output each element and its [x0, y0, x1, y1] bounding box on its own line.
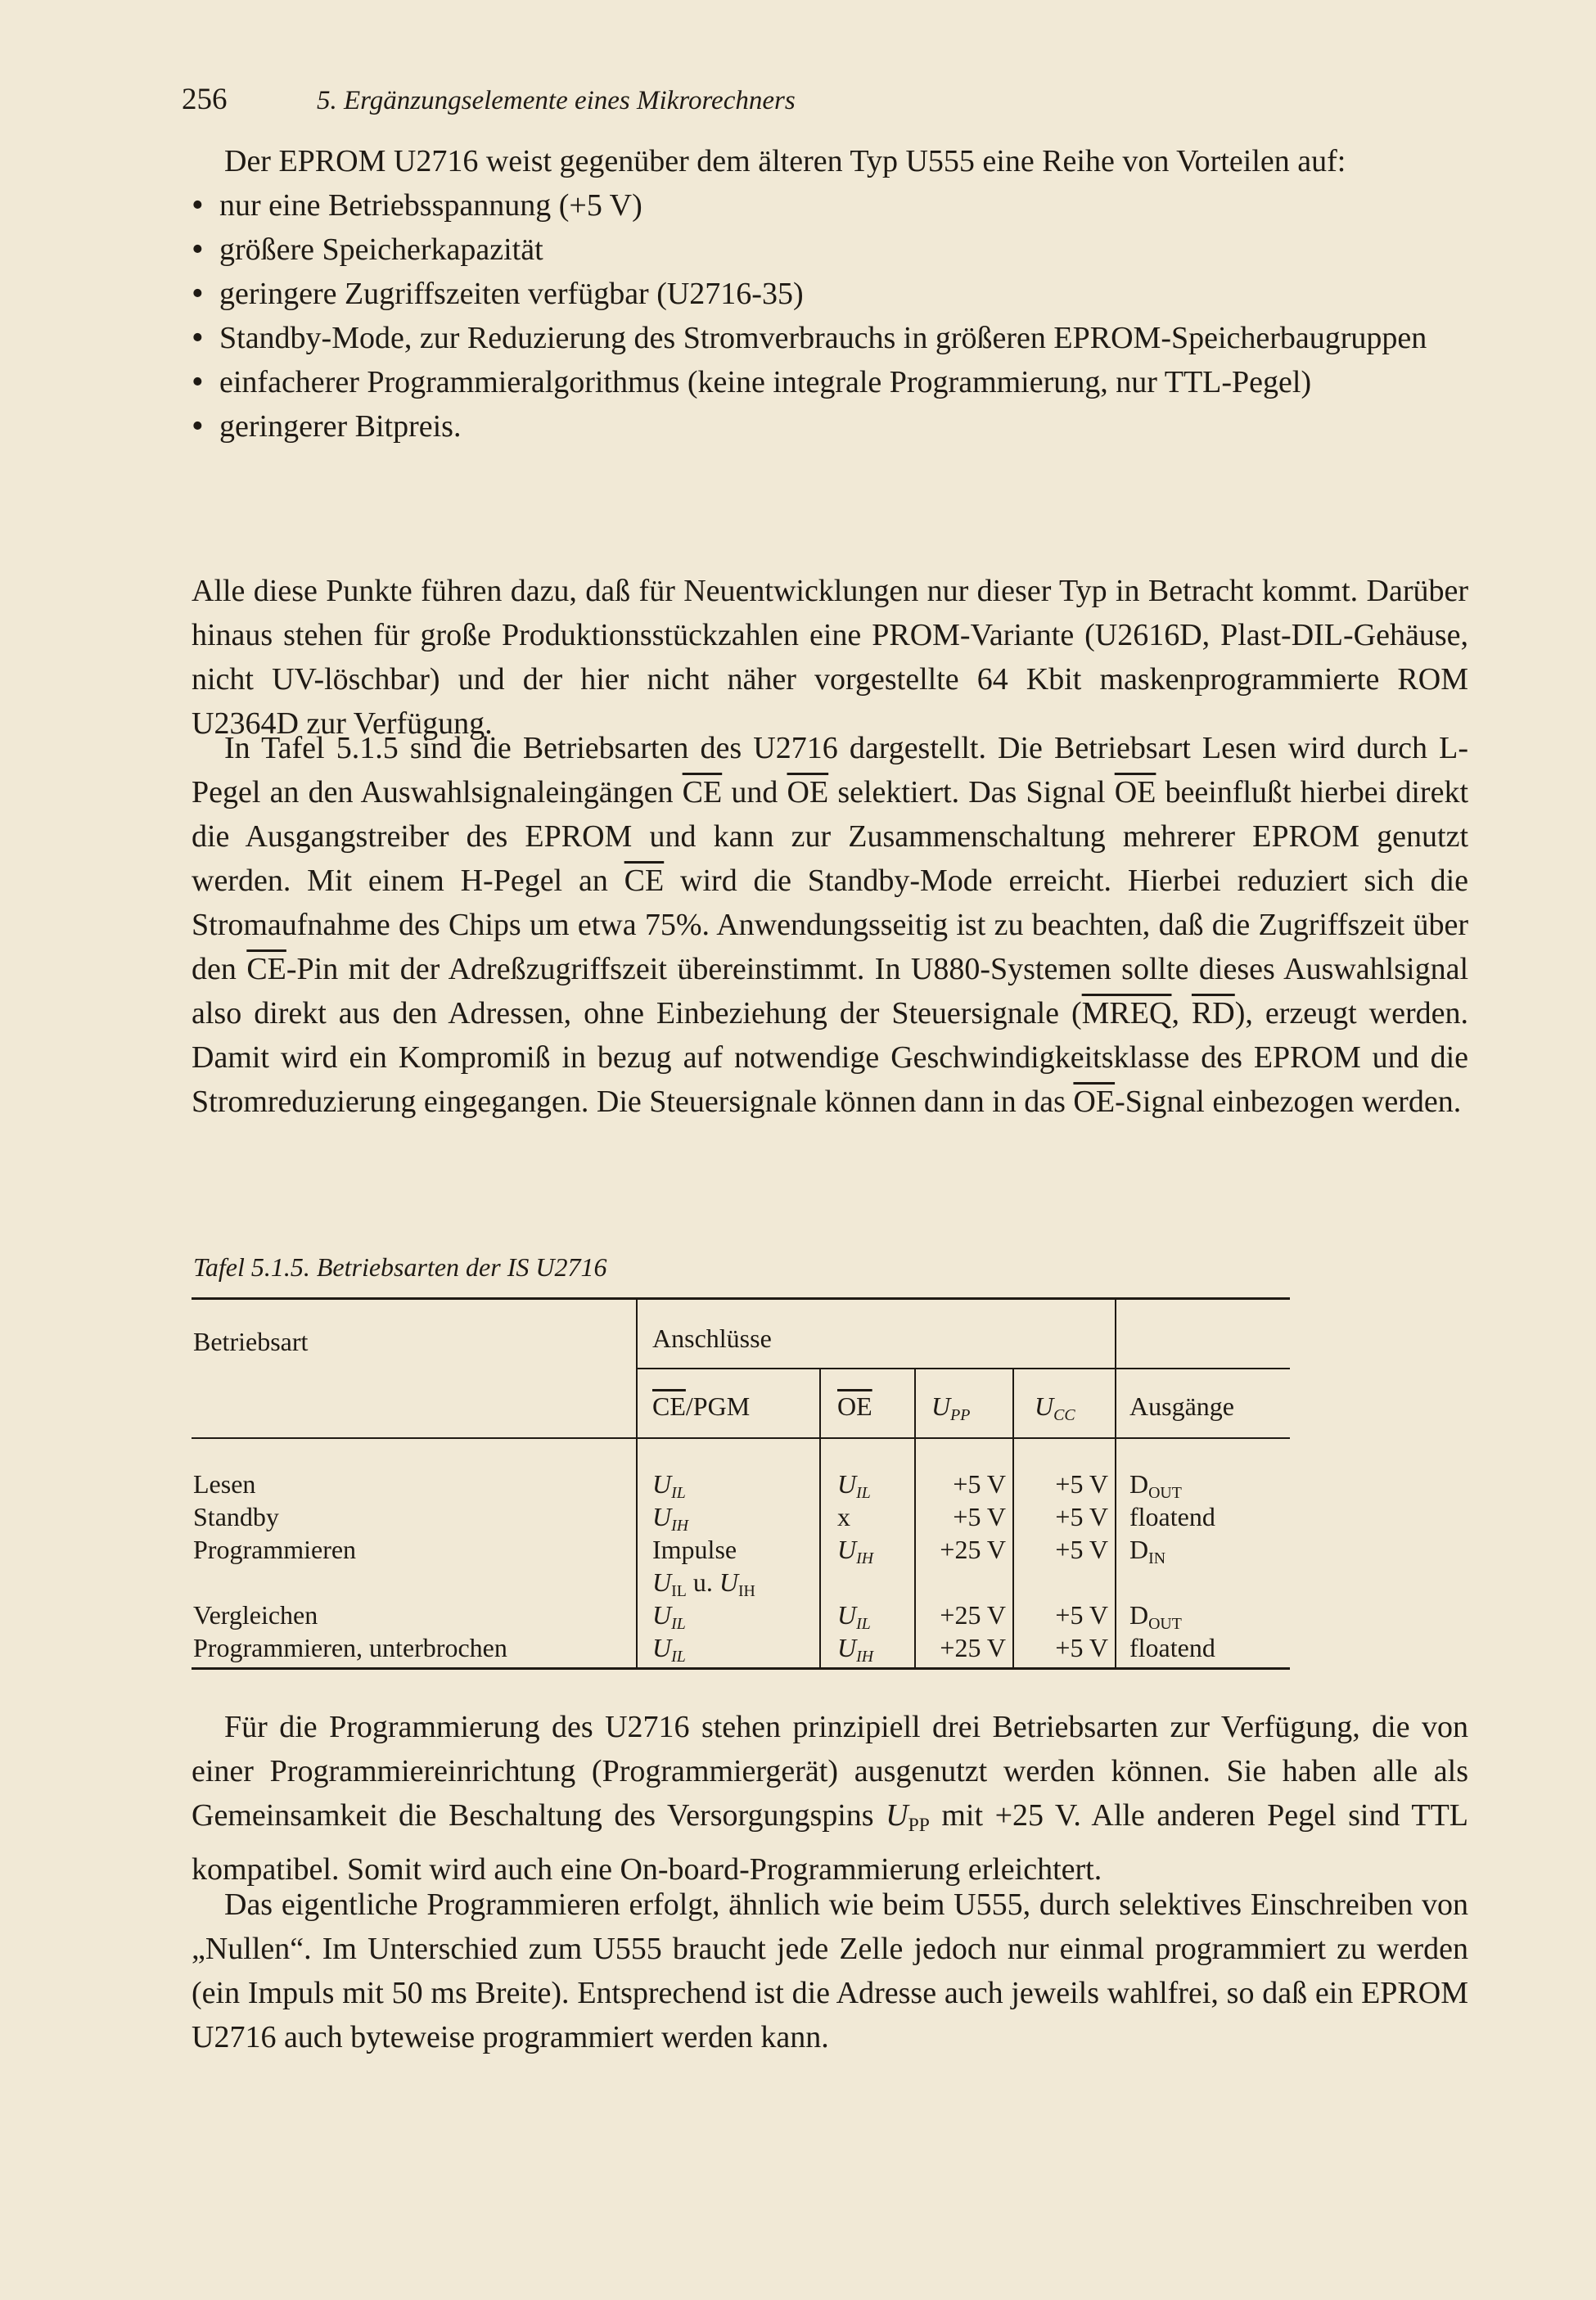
- intro-paragraph: Der EPROM U2716 weist gegenüber dem älteren Typ U555 eine Reihe von Vorteilen auf:: [224, 144, 1346, 178]
- oe-cell: x: [837, 1502, 850, 1531]
- page-header: [182, 82, 796, 117]
- text-run: ,: [1171, 996, 1192, 1030]
- list-item: • geringerer Bitpreis.: [192, 404, 1468, 449]
- running-title: 5. Ergänzungselemente eines Mikrorechners: [317, 86, 796, 115]
- list-item: • Standby-Mode, zur Reduzierung des Stromverbrauchs in größeren EPROM-Speicherbaugruppen: [192, 316, 1468, 360]
- ce-cell: $U_{IH}$: [652, 1502, 689, 1535]
- header-ausgaenge: Ausgänge: [1129, 1391, 1234, 1421]
- ucc-cell: +5 V: [1055, 1502, 1108, 1531]
- ucc-cell: +5 V: [1055, 1469, 1108, 1499]
- ce-cell: $U_{IL}$ u. $U_{IH}$: [652, 1567, 755, 1600]
- mode-cell: Lesen: [193, 1469, 256, 1499]
- header-divider: [636, 1368, 1290, 1369]
- mode-cell: Vergleichen: [193, 1600, 318, 1630]
- bottom-rule: [192, 1667, 1290, 1670]
- symbol-subscript: PP: [908, 1815, 930, 1837]
- signal-oe: $\overline{OE}$: [1073, 1085, 1116, 1119]
- list-item: • einfacherer Programmieralgorithmus (keine integrale Programmierung, nur TTL-Pegel): [192, 360, 1468, 404]
- advantages-list: [192, 183, 1468, 449]
- ce-cell: $U_{IL}$: [652, 1600, 686, 1633]
- output-cell: $D_{OUT}$: [1129, 1469, 1182, 1502]
- oe-cell: $U_{IH}$: [837, 1633, 874, 1666]
- text-run: selektiert. Das Signal: [828, 775, 1115, 810]
- mode-cell: Standby: [193, 1502, 279, 1531]
- oe-cell: $U_{IL}$: [837, 1600, 871, 1633]
- column-line: [1115, 1297, 1116, 1667]
- ce-cell: $U_{IL}$: [652, 1633, 686, 1666]
- ce-cell: $U_{IL}$: [652, 1469, 686, 1502]
- text-run: -Pin mit der Adreßzugriffszeit übereinstimmt. In U880-Systemen sollte dieses Auswahlsignal also direkt aus den Adressen, ohne Einbeziehung der Steuersignale (: [192, 952, 1469, 1030]
- ucc-cell: +5 V: [1055, 1600, 1108, 1630]
- upp-cell: +25 V: [940, 1633, 1006, 1662]
- output-cell: $D_{IN}$: [1129, 1535, 1166, 1567]
- text-run: In Tafel 5.1.5 sind die Betriebsarten des U2716 dargestellt. Die Betriebsart Lesen wird durch L-Pegel an den Auswahlsignaleingängen: [192, 731, 1468, 810]
- symbol-u: U: [886, 1798, 908, 1833]
- text-run: -Signal einbezogen werden.: [1115, 1085, 1462, 1119]
- mode-cell: Programmieren, unterbrochen: [193, 1633, 507, 1662]
- paragraph-3: [192, 726, 1468, 1124]
- paragraph-4: [192, 1705, 1468, 1892]
- list-item: • geringere Zugriffszeiten verfügbar (U2716-35): [192, 272, 1468, 316]
- upp-cell: +25 V: [940, 1600, 1006, 1630]
- header-oe: $\overline{OE}$: [837, 1391, 872, 1421]
- signal-ce: $\overline{CE}$: [682, 775, 723, 810]
- signal-ce: $\overline{CE}$: [624, 864, 665, 898]
- header-ucc: $U_{CC}$: [1035, 1391, 1075, 1424]
- ucc-cell: +5 V: [1055, 1633, 1108, 1662]
- oe-cell: $U_{IL}$: [837, 1469, 871, 1502]
- mode-cell: Programmieren: [193, 1535, 357, 1564]
- upp-cell: +5 V: [953, 1502, 1006, 1531]
- upp-cell: +5 V: [953, 1469, 1006, 1499]
- page-number: 256: [182, 83, 228, 116]
- text-run: beeinflußt hierbei direkt die Ausgangstreiber des EPROM und kann zur Zusammenschaltung mehrerer EPROM genutzt werden. Mit einem H-Pegel an: [192, 775, 1469, 898]
- output-cell: $D_{OUT}$: [1129, 1600, 1182, 1633]
- list-item: • größere Speicherkapazität: [192, 228, 1468, 272]
- ce-cell: Impulse: [652, 1535, 737, 1564]
- ucc-cell: +5 V: [1055, 1535, 1108, 1564]
- signal-oe: $\overline{OE}$: [1114, 775, 1156, 810]
- text-run: wird die Standby-Mode erreicht. Hierbei reduziert sich die Stromaufnahme des Chips um etwa 75%. Anwendungsseitig ist zu beachten, daß die Zugriffszeit über den: [192, 864, 1468, 986]
- text-run: Für die Programmierung des U2716 stehen prinzipiell drei Betriebsarten zur Verfügung, die von einer Programmiereinrichtung (Programmiergerät) ausgenutzt werden können. Sie haben alle als Gemeinsamkeit die Beschaltung des Versorgungspins: [192, 1710, 1468, 1833]
- text-run: mit +25 V. Alle anderen Pegel sind TTL kompatibel. Somit wird auch eine On-board-Programmierung erleichtert.: [192, 1798, 1468, 1887]
- intro-section: [192, 139, 1468, 449]
- header-bottom-rule: [192, 1437, 1290, 1439]
- signal-rd: $\overline{RD}$: [1191, 996, 1235, 1030]
- header-ce-pgm: $\overline{CE}$/PGM: [652, 1391, 751, 1421]
- output-cell: floatend: [1129, 1502, 1215, 1531]
- signal-ce: $\overline{CE}$: [246, 952, 286, 986]
- upp-cell: +25 V: [940, 1535, 1006, 1564]
- paragraph-2: Alle diese Punkte führen dazu, daß für Neuentwicklungen nur dieser Typ in Betracht kommt. Darüber hinaus stehen für große Produktionsstückzahlen eine PROM-Variante (U2616D, Plast-DIL-Gehäuse, nicht UV-löschbar) und der hier nicht näher vorgestellte 64 Kbit maskenprogrammierte ROM U2364D zur Verfügung.: [192, 574, 1468, 741]
- column-line: [636, 1297, 638, 1667]
- header-betriebsart: Betriebsart: [193, 1327, 309, 1356]
- mode-table: [192, 1297, 1290, 1670]
- oe-cell: $U_{IH}$: [837, 1535, 874, 1567]
- text-run: ), erzeugt werden. Damit wird ein Kompromiß in bezug auf notwendige Geschwindigkeitsklasse des EPROM und die Stromreduzierung eingegangen. Die Steuersignale können dann in das: [192, 996, 1469, 1119]
- list-item: • nur eine Betriebsspannung (+5 V): [192, 183, 1468, 228]
- output-cell: floatend: [1129, 1633, 1215, 1662]
- column-line: [819, 1368, 821, 1667]
- top-rule: [192, 1297, 1290, 1300]
- header-upp: $U_{PP}$: [931, 1391, 971, 1424]
- header-anschluesse: Anschlüsse: [652, 1324, 772, 1353]
- text-run: und: [722, 775, 787, 810]
- signal-oe: $\overline{OE}$: [787, 775, 829, 810]
- paragraph-5: Das eigentliche Programmieren erfolgt, ähnlich wie beim U555, durch selektives Einschreiben von „Nullen“. Im Unterschied zum U555 braucht jede Zelle jedoch nur einmal programmiert zu werden (ein Impuls mit 50 ms Breite). Entsprechend ist die Adresse auch jeweils wahlfrei, so daß ein EPROM U2716 auch byteweise programmiert werden kann.: [192, 1887, 1468, 2054]
- table-caption: Tafel 5.1.5. Betriebsarten der IS U2716: [193, 1252, 607, 1282]
- signal-mreq: MREQ: [1081, 996, 1172, 1030]
